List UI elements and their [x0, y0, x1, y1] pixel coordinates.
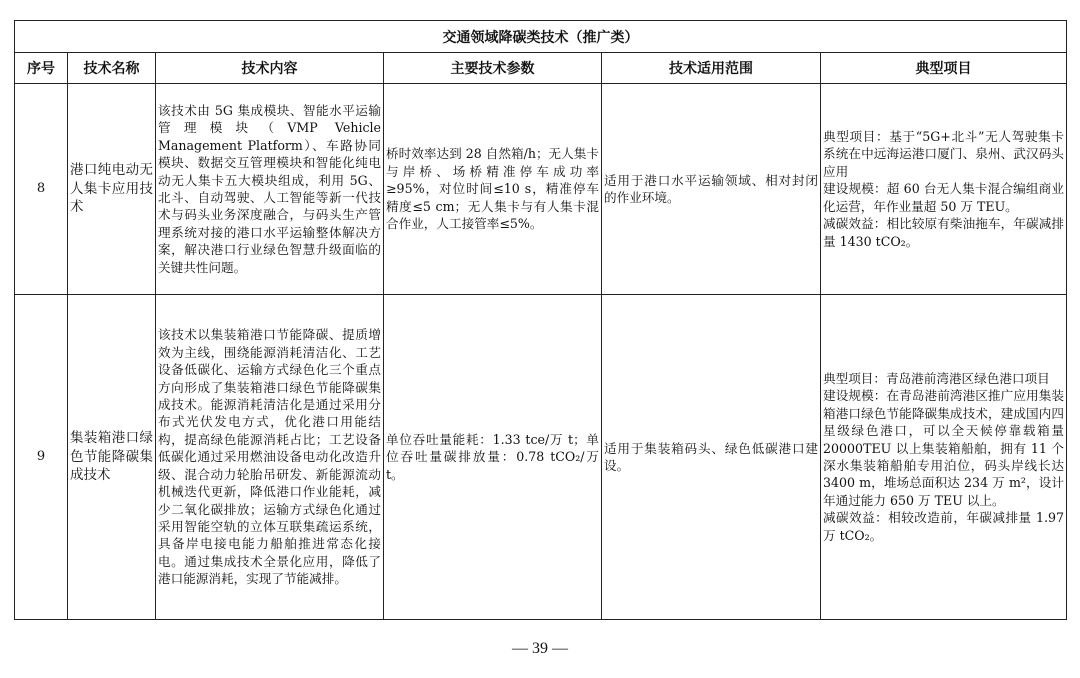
project-scale: 建设规模：在青岛港前湾港区推广应用集装箱港口绿色节能降碳集成技术，建成国内四星级绿色港口，可以全天候停靠载箱量 20000TEU 以上集装箱船舶，拥有 11 个深水集装箱船舶专用泊位，码头岸线长达 3400 m，堆场总面积达 234 万 m²，设计年通过能力 650 万 TEU 以上。: [823, 388, 1064, 508]
page-number: — 39 —: [512, 640, 568, 657]
row-tech-params: 单位吞吐量能耗：1.33 tce/万 t；单位吞吐量碳排放量：0.78 tCO₂/万 t。: [384, 295, 602, 620]
project-scale: 建设规模：超 60 台无人集卡混合编组商业化运营，年作业量超 50 万 TEU。: [823, 181, 1064, 214]
table-row: [15, 295, 1067, 620]
table-row: [15, 84, 1067, 295]
document-page: [14, 20, 1066, 620]
row-index: 8: [15, 84, 68, 295]
header-tech-name: 技术名称: [68, 53, 156, 84]
row-tech-name: 港口纯电动无人集卡应用技术: [68, 84, 156, 295]
technology-table: [14, 20, 1067, 620]
row-scope: 适用于港口水平运输领域、相对封闭的作业环境。: [602, 84, 821, 295]
header-scope: 技术适用范围: [602, 53, 821, 84]
project-example: 典型项目：青岛港前湾港区绿色港口项目: [823, 370, 1050, 386]
header-tech-params: 主要技术参数: [384, 53, 602, 84]
row-tech-content: 该技术以集装箱港口节能降碳、提质增效为主线，围绕能源消耗清洁化、工艺设备低碳化、运输方式绿色化三个重点方向形成了集装箱港口绿色节能降碳集成技术。能源消耗清洁化是通过采用分布式光伏发电方式，优化港口用能结构，提高绿色能源消耗占比；工艺设备低碳化通过采用燃油设备电动化改造升级、混合动力轮胎吊研发、新能源流动机械迭代更新，降低港口作业能耗，减少二氧化碳排放；运输方式绿色化通过采用智能空轨的立体互联集疏运系统，具备岸电接电能力船舶推进常态化接电。通过集成技术全景化应用，降低了港口能源消耗，实现了节能减排。: [156, 295, 384, 620]
row-typical-project: [821, 295, 1067, 620]
row-tech-content: 该技术由 5G 集成模块、智能水平运输管理模块（VMP Vehicle Management Platform）、车路协同模块、数据交互管理模块和智能化纯电动无人集卡五大模块组成，利用 5G、北斗、自动驾驶、人工智能等新一代技术与码头业务深度融合，与码头生产管理系统对接的港口水平运输整体解决方案，解决港口行业绿色智慧升级面临的关键共性问题。: [156, 84, 384, 295]
project-benefit: 减碳效益：相较改造前，年碳减排量 1.97 万 tCO₂。: [823, 510, 1064, 543]
row-tech-name: 集装箱港口绿色节能降碳集成技术: [68, 295, 156, 620]
row-typical-project: [821, 84, 1067, 295]
project-example: 典型项目：基于“5G+北斗”无人驾驶集卡系统在中远海运港口厦门、泉州、武汉码头应用: [823, 129, 1064, 179]
header-typical-project: 典型项目: [821, 53, 1067, 84]
header-tech-content: 技术内容: [156, 53, 384, 84]
row-tech-params: 桥时效率达到 28 自然箱/h；无人集卡与岸桥、场桥精准停车成功率≥95%，对位时间≤10 s，精准停车精度≤5 cm；无人集卡与有人集卡混合作业，人工接管率≤5%。: [384, 84, 602, 295]
project-benefit: 减碳效益：相比较原有柴油拖车，年碳减排量 1430 tCO₂。: [823, 216, 1064, 249]
header-index: 序号: [15, 53, 68, 84]
row-scope: 适用于集装箱码头、绿色低碳港口建设。: [602, 295, 821, 620]
row-index: 9: [15, 295, 68, 620]
table-title: 交通领域降碳类技术（推广类）: [15, 21, 1067, 53]
